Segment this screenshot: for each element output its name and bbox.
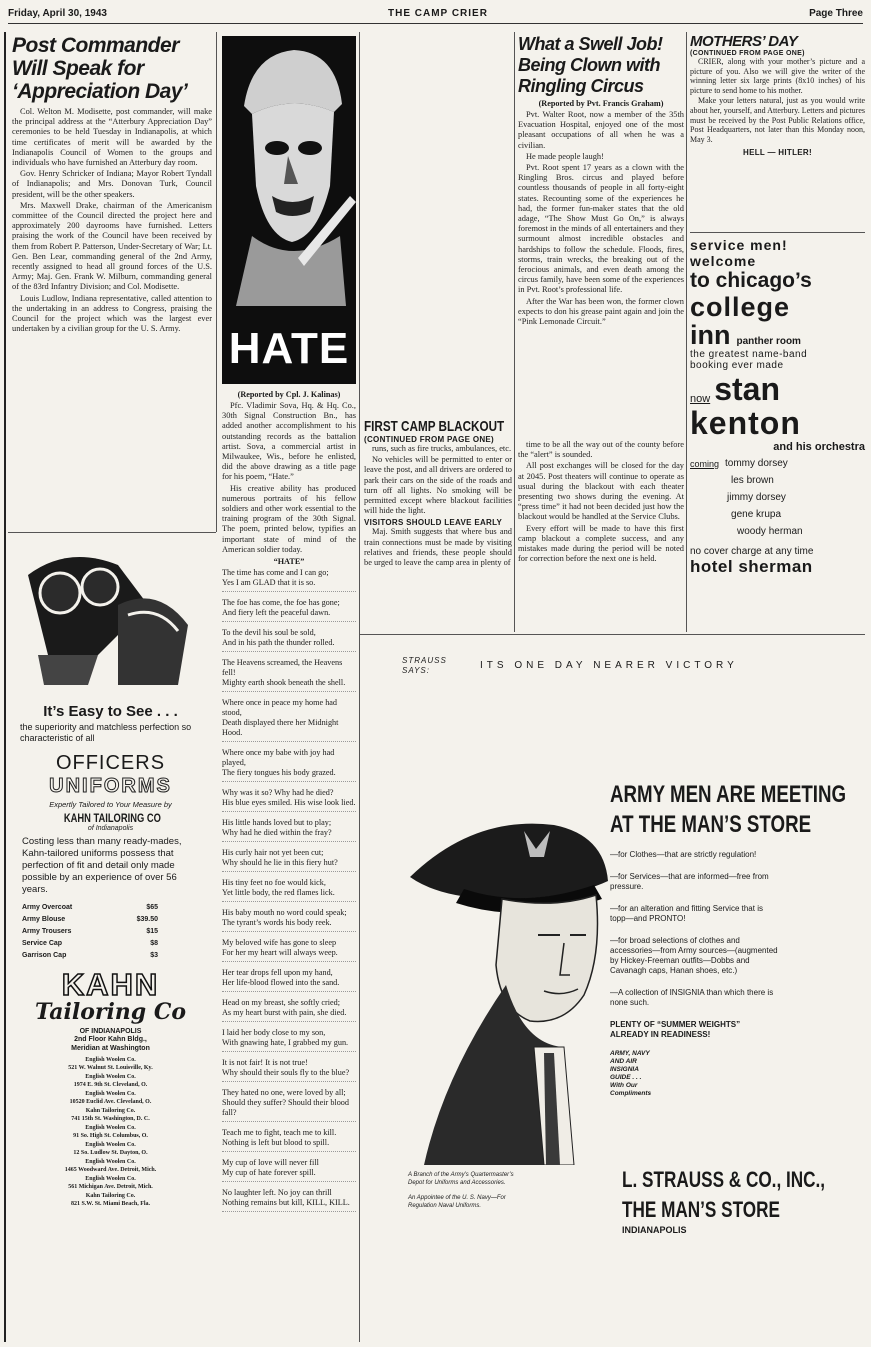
paragraph: CRIER, along with your mother’s picture and a picture of you. Also we will give the writer of the winning letter six large prints (8x10 inches) of his picture to send home to his mother. — [690, 57, 865, 95]
poem-stanza — [222, 1028, 356, 1052]
kahn-uniforms: UNIFORMS — [49, 775, 172, 797]
ad-line: the greatest name-band — [690, 349, 808, 360]
poem-stanza — [222, 698, 356, 742]
poem-line: His curly hair not yet been cut; — [222, 848, 324, 858]
strauss-signature — [622, 1165, 862, 1235]
poem-line: As my heart burst with pain, she died. — [222, 1008, 347, 1018]
ad-line: coming — [690, 459, 720, 469]
article-body — [690, 57, 865, 144]
poem-line: Yet little body, the red flames lick. — [222, 888, 335, 898]
poem-stanza — [222, 568, 356, 592]
guide-line: GUIDE . . . — [610, 1074, 642, 1081]
article-headline: MOTHERS’ DAY — [690, 33, 798, 50]
poem-stanza — [222, 598, 356, 622]
headline-line: What a Swell Job! — [518, 34, 663, 54]
kahn-officers: OFFICERS — [55, 752, 166, 774]
address-line: 2nd Floor Kahn Bldg., — [74, 1036, 147, 1043]
article-body — [12, 107, 212, 334]
poem-line: It is not fair! It is not true! — [222, 1058, 308, 1068]
byline: (Reported by Cpl. J. Kalinas) — [237, 390, 341, 399]
band-name: tommy dorsey — [725, 458, 788, 469]
column-rule — [686, 32, 687, 632]
ad-line: college — [690, 292, 791, 322]
band-list — [725, 455, 803, 540]
poem-line: No laughter left. No joy can thrill — [222, 1188, 332, 1198]
guide-line: ARMY, NAVY — [610, 1050, 650, 1057]
poem-stanza — [222, 1158, 356, 1182]
ad-row — [690, 373, 865, 405]
column-rule — [514, 32, 515, 632]
article-body — [364, 527, 512, 568]
branch-line: 821 S.W. St. Miami Beach, Fla. — [70, 1200, 151, 1207]
branch-line: English Woolen Co. — [85, 1125, 136, 1131]
paragraph: All post exchanges will be closed for the day at 2045. Post theaters will continue to operate as usual during the blackout with each theater presenting two shows during the evening. At “press time” it had not been decided just how the blackout would be handled at the Service Clubs. — [518, 461, 684, 522]
headline-line: Post Commander — [12, 34, 179, 57]
page-edge — [4, 32, 6, 1342]
paragraph: Louis Ludlow, Indiana representative, called attention to the undertaking in an address to Congress, praising the Council for the project which was the largest ever undertaken by a civilian group for the U. S. Army. — [12, 293, 212, 334]
poem-line: The time has come and I can go; — [222, 568, 329, 578]
article-appreciation-day — [12, 34, 212, 335]
officer-portrait — [404, 785, 614, 1165]
paragraph: Gov. Henry Schricker of Indiana; Mayor Robert Tyndall of Indianapolis; and Mrs. Donovan Turk, Council president, will be the other speakers. — [12, 169, 212, 199]
branch-line: 1974 E. 9th St. Cleveland, O. — [73, 1081, 148, 1088]
strauss-item: —for broad selections of clothes and accessories—from Army sources—(augmented by Hickey-Freeman outfits—Dobbs and Cavanagh caps, Hanan shoes, etc.) — [610, 936, 778, 975]
poem-stanza — [222, 1188, 356, 1212]
ad-line: inn — [690, 320, 731, 350]
price-value: $15 — [146, 928, 158, 935]
poem-line: For her my heart will always weep. — [222, 948, 338, 958]
ad-line: panther room — [736, 336, 801, 347]
strauss-city: INDIANAPOLIS — [622, 1225, 687, 1235]
article-body — [518, 110, 684, 327]
poem-stanza — [222, 788, 356, 812]
poem-stanza — [222, 818, 356, 842]
poem-line: The fiery tongues his body grazed. — [222, 768, 336, 778]
article-body — [222, 401, 356, 555]
paragraph: After the War has been won, the former clown expects to don his grease paint again and join the “Pink Lemonade Circuit.” — [518, 296, 684, 327]
paragraph: His creative ability has produced numerous portraits of his fellow soldiers and other work essential to the training program of the 30th Signal. The poem, printed below, typifies an important state of mind of the American soldier today. — [222, 483, 356, 554]
poem-line: With gnawing hate, I grabbed my gun. — [222, 1038, 349, 1048]
branch-line: 741 15th St. Washington, D. C. — [71, 1115, 150, 1122]
paragraph: Every effort will be made to have this first camp blackout a complete success, and any mistakes made during the period will be noted for correction before the next one is held. — [518, 523, 684, 564]
article-blackout-continued — [518, 440, 684, 565]
headline-line: Ringling Circus — [518, 76, 644, 96]
poem-line: His little hands loved but to play; — [222, 818, 332, 828]
continued-note: (CONTINUED FROM PAGE ONE) — [690, 50, 805, 57]
branch-line: 521 W. Walnut St. Louisville, Ky. — [68, 1064, 153, 1071]
poem-line: And fiery left the peaceful dawn. — [222, 608, 331, 618]
poem-line: The Heavens screamed, the Heavens fell! — [222, 658, 343, 678]
paragraph: Pvt. Walter Root, now a member of the 35th Evacuation Hospital, enjoyed one of the most pleasant occupations of all when he was a civilian. — [518, 110, 684, 150]
poem-stanza — [222, 848, 356, 872]
poem-stanza — [222, 908, 356, 932]
poem-stanza — [222, 628, 356, 652]
branch-address — [8, 1176, 213, 1191]
strauss-copy-block — [610, 780, 860, 1098]
branch-line: English Woolen Co. — [85, 1142, 136, 1148]
poem-line: Yes I am GLAD that it is so. — [222, 578, 316, 588]
article-body — [364, 444, 512, 516]
paper-name: THE CAMP CRIER — [388, 8, 488, 19]
strauss-store: THE MAN’S STORE — [622, 1197, 780, 1222]
ad-line: now — [690, 393, 711, 405]
price-value: $65 — [146, 904, 158, 911]
poem-line: To the devil his soul be sold, — [222, 628, 316, 638]
paragraph: Pfc. Vladimir Sova, Hq. & Hq. Co., 30th Signal Construction Bn., has added another accomplishment to his outstanding records as the battalion artist. Sova, a commercial artist in Milwaukee, Wis., before he enlisted, did the above drawing as a title page for his poem, “Hate.” — [222, 401, 356, 482]
guide-line: INSIGNIA — [610, 1066, 639, 1073]
poem-stanza — [222, 1088, 356, 1122]
paragraph: He made people laugh! — [526, 151, 604, 161]
poem-stanza — [222, 938, 356, 962]
hotel-sherman-ad — [690, 232, 865, 622]
price-item: Army Overcoat — [22, 904, 73, 911]
poem-line: Teach me to fight, teach me to kill. — [222, 1128, 337, 1138]
poem-line: Nothing is left but blood to spill. — [222, 1138, 330, 1148]
poem-line: My beloved wife has gone to sleep — [222, 938, 337, 948]
section-rule — [8, 532, 216, 533]
price-row — [22, 914, 158, 926]
masthead — [8, 6, 863, 24]
kahn-of: of Indianapolis — [87, 825, 134, 832]
hate-title: HATE — [228, 324, 350, 373]
kahn-body: Costing less than many ready-mades, Kahn-tailored uniforms possess that perfection of fit and detail only made possible by an experience of over 56 years. — [22, 836, 182, 895]
article-mothers-day — [690, 34, 865, 157]
paragraph: Pvt. Root spent 17 years as a clown with the Ringling Bros. circus and played before countless thousands of people in all forty-eight states. Recounting some of the experiences he had, the former fun-maker states that the old adage, “The Show Must Go On,” is always foremost in the minds of all entertainers and they surmount almost incredible obstacles and hardships to follow the schedule. Floods, fires, storms, train wrecks, the breaking out of the ferocious animals, and even death among the circus family, have been some of the experiences in Pvt. Root’s professional life. — [518, 163, 684, 295]
article-clown — [518, 34, 684, 328]
poem-line: And in his path the thunder rolled. — [222, 638, 335, 648]
ad-line: service men! — [690, 237, 788, 253]
guide-line: AND AIR — [610, 1058, 637, 1065]
guide-line: Compliments — [610, 1090, 652, 1097]
poem-line: His tiny feet no foe would kick, — [222, 878, 326, 888]
article-body — [518, 440, 684, 564]
poem-line: Her tear drops fell upon my hand, — [222, 968, 333, 978]
byline: (Reported by Pvt. Francis Graham) — [538, 99, 664, 108]
paragraph: Maj. Smith suggests that where bus and train connections must be made by visiting relatives and friends, these people should be urged to leave the camp area in plenty of — [364, 527, 512, 568]
branch-line: 91 So. High St. Columbus, O. — [73, 1132, 148, 1139]
kahn-logo-bottom: Tailoring Co — [34, 999, 187, 1025]
price-item: Army Trousers — [22, 928, 72, 935]
article-blackout — [364, 418, 512, 569]
poem-line: My cup of hate forever spill. — [222, 1168, 316, 1178]
branch-line: Kahn Tailoring Co. — [85, 1108, 136, 1114]
poem — [222, 568, 356, 1212]
poem-line: Why had he died within the fray? — [222, 828, 332, 838]
section-rule — [360, 634, 865, 635]
poem-line: Death displayed there her Midnight Hood. — [222, 718, 339, 738]
branch-address — [8, 1074, 213, 1089]
hell-hitler: HELL — HITLER! — [743, 148, 812, 158]
branch-line: English Woolen Co. — [85, 1176, 136, 1182]
price-row — [22, 938, 158, 950]
price-value: $3 — [150, 952, 158, 959]
paragraph: time to be all the way out of the county before the “alert” is sounded. — [518, 440, 684, 460]
poem-stanza — [222, 1058, 356, 1082]
kahn-address — [8, 1035, 213, 1053]
poem-stanza — [222, 748, 356, 782]
branch-address — [8, 1108, 213, 1123]
branch-line: English Woolen Co. — [85, 1091, 136, 1097]
strauss-headline: AT THE MAN’S STORE — [610, 811, 812, 838]
band-name: woody herman — [737, 526, 803, 537]
branch-line: 10520 Euclid Ave. Cleveland, O. — [69, 1098, 152, 1105]
poem-stanza — [222, 998, 356, 1022]
article-hate — [222, 388, 356, 1218]
article-headline — [518, 34, 684, 97]
subhead: VISITORS SHOULD LEAVE EARLY — [364, 518, 503, 528]
branch-line: 12 So. Ludlow St. Dayton, O. — [73, 1149, 148, 1156]
poem-stanza — [222, 658, 356, 692]
strauss-captions — [408, 1172, 528, 1210]
poem-line: His blue eyes smiled. His wise look lied. — [222, 798, 356, 808]
kahn-tagline: It’s Easy to See . . . — [43, 703, 178, 720]
poem-line: Why was it so? Why had he died? — [222, 788, 334, 798]
price-item: Garrison Cap — [22, 952, 67, 959]
paragraph: Col. Welton M. Modisette, post commander, will make the principal address at the “Atterbury Appreciation Day” ceremonies to be held Tuesday in Indianapolis, at which time certificates of merit will be awarded by the Indianapolis Council of Women to the groups and individuals who have furnished an Atterbury day room. — [12, 107, 212, 168]
branch-line: English Woolen Co. — [85, 1159, 136, 1165]
branch-address — [8, 1091, 213, 1106]
kahn-body: the superiority and matchless perfection so characteristic of all — [20, 722, 192, 743]
poem-stanza — [222, 1128, 356, 1152]
page-number: Page Three — [809, 8, 863, 19]
poem-line: Nothing remains but kill, KILL, KILL. — [222, 1198, 350, 1208]
kahn-logo-top: KAHN — [61, 967, 160, 1002]
ad-line: no cover charge at any time — [690, 546, 814, 557]
poem-title: “HATE” — [273, 557, 305, 567]
kahn-tailoring-ad — [8, 535, 213, 1345]
branch-line: English Woolen Co. — [85, 1057, 136, 1063]
paragraph: No vehicles will be permitted to enter or leave the post, and all drivers are ordered to park their cars on the side of the roads and turn off all lights. No smoking will be permitted except where blackout facilities will hide the light. — [364, 455, 512, 516]
price-value: $39.50 — [136, 916, 158, 923]
price-item: Service Cap — [22, 940, 63, 947]
ad-line: stan — [714, 371, 780, 407]
poem-line: The foe has come, the foe has gone; — [222, 598, 340, 608]
headline-line: ‘Appreciation Day’ — [12, 80, 188, 103]
address-line: Meridian at Washington — [71, 1045, 150, 1052]
branch-list — [8, 1057, 213, 1208]
poem-line: His baby mouth no word could speak; — [222, 908, 347, 918]
poem-line: Head on my breast, she softly cried; — [222, 998, 341, 1008]
branch-address — [8, 1057, 213, 1072]
branch-line: Kahn Tailoring Co. — [85, 1193, 136, 1199]
price-row — [22, 950, 158, 962]
price-row — [22, 926, 158, 938]
poem-line: Mighty earth shook beneath the shell. — [222, 678, 346, 688]
strauss-company: L. STRAUSS & CO., INC., — [622, 1167, 826, 1192]
headline-line: Being Clown with — [518, 55, 660, 75]
insignia-guide — [610, 1050, 860, 1098]
poem-line: Why should their souls fly to the blue? — [222, 1068, 350, 1078]
issue-date: Friday, April 30, 1943 — [8, 8, 107, 19]
ad-line: welcome — [690, 253, 757, 269]
kahn-company: KAHN TAILORING CO — [63, 811, 161, 825]
strauss-headline: ARMY MEN ARE MEETING — [610, 781, 847, 808]
strauss-item: —for Clothes—that are strictly regulation! — [610, 850, 757, 859]
poem-line: Her life-blood flowed into the sand. — [222, 978, 340, 988]
ad-line: hotel sherman — [690, 557, 813, 576]
branch-address — [8, 1159, 213, 1174]
caption: An Appointee of the U. S. Navy—For Regulation Naval Uniforms. — [408, 1195, 506, 1209]
poem-line: The tyrant’s words his body reek. — [222, 918, 332, 928]
poem-line: Where once in peace my home had stood, — [222, 698, 338, 718]
caption: A Branch of the Army’s Quartermaster’s Depot for Uniforms and Accessories. — [408, 1172, 514, 1186]
poem-stanza — [222, 878, 356, 902]
poem-line: They hated no one, were loved by all; — [222, 1088, 346, 1098]
hate-illustration — [222, 36, 356, 384]
branch-address — [8, 1125, 213, 1140]
article-headline: FIRST CAMP BLACKOUT — [364, 418, 505, 435]
branch-line: English Woolen Co. — [85, 1074, 136, 1080]
band-name: gene krupa — [731, 509, 782, 520]
branch-address — [8, 1193, 213, 1208]
guide-line: With Our — [610, 1082, 638, 1089]
paragraph: Mrs. Maxwell Drake, chairman of the Americanism committee of the Council directed the project here and approximately 200 dayrooms have furnished. Letters praising the work of the Council have been received by them from Robert P. Patterson, Under-Secretary of War; Lt. Gen. Ben Lear, commanding general of the 2nd Army, recently assigned to head all ground forces of the U.S. Army; Maj. Gen. Frank W. Milburn, commanding general of the 83rd Infantry Division; and Col. Modisette. — [12, 200, 212, 292]
poem-line: Where once my babe with joy had played, — [222, 748, 335, 768]
poem-stanza — [222, 968, 356, 992]
band-name: les brown — [731, 475, 774, 486]
kahn-of-indy: OF INDIANAPOLIS — [79, 1028, 142, 1035]
price-value: $8 — [150, 940, 158, 947]
headline-line: Will Speak for — [12, 57, 144, 80]
strauss-item: —for an alteration and fitting Service that is topp—and PRONTO! — [610, 904, 763, 923]
price-row — [22, 902, 158, 914]
price-item: Army Blouse — [22, 916, 66, 923]
ad-line: and his orchestra — [773, 441, 865, 453]
continued-note: (CONTINUED FROM PAGE ONE) — [364, 435, 495, 444]
label-line: STRAUSS — [402, 656, 447, 665]
strauss-plenty: PLENTY OF “SUMMER WEIGHTS” ALREADY IN READINESS! — [610, 1020, 741, 1039]
poem-line: Why should he lie in this fiery hut? — [222, 858, 338, 868]
branch-line: 1465 Woodward Ave. Detroit, Mich. — [64, 1166, 157, 1173]
ad-line: to chicago’s — [690, 269, 812, 292]
paragraph: Make your letters natural, just as you would write about her, yourself, and Atterbury. Letters and pictures must be received by the Post Public Relations office, Post Headquarters, not later than this Monday noon, May 3. — [690, 96, 865, 144]
strauss-says-text: ITS ONE DAY NEARER VICTORY — [480, 660, 738, 671]
strauss-list — [610, 850, 780, 1040]
branch-line: 561 Michigan Ave. Detroit, Mich. — [68, 1183, 153, 1190]
strauss-item: —for Services—that are informed—free from pressure. — [610, 872, 769, 891]
strauss-item: —A collection of INSIGNIA than which there is none such. — [610, 988, 774, 1007]
poem-line: Should they suffer? Should their blood fall? — [222, 1098, 349, 1118]
poem-line: My cup of love will never fill — [222, 1158, 319, 1168]
branch-address — [8, 1142, 213, 1157]
ad-line: booking ever made — [690, 360, 784, 371]
strauss-ad — [360, 640, 865, 1340]
poem-line: I laid her body close to my son, — [222, 1028, 326, 1038]
ad-row — [690, 455, 865, 540]
label-line: SAYS: — [402, 666, 430, 675]
kahn-tailored: Expertly Tailored to Your Measure by — [49, 800, 172, 809]
band-name: jimmy dorsey — [727, 492, 786, 503]
ad-line: kenton — [690, 405, 801, 441]
paragraph: runs, such as fire trucks, ambulances, etc. — [372, 444, 512, 453]
article-headline — [12, 34, 212, 103]
column-rule — [216, 32, 217, 532]
soldiers-binoculars-drawing — [8, 535, 213, 695]
ad-row — [690, 321, 865, 349]
price-list — [8, 900, 178, 966]
